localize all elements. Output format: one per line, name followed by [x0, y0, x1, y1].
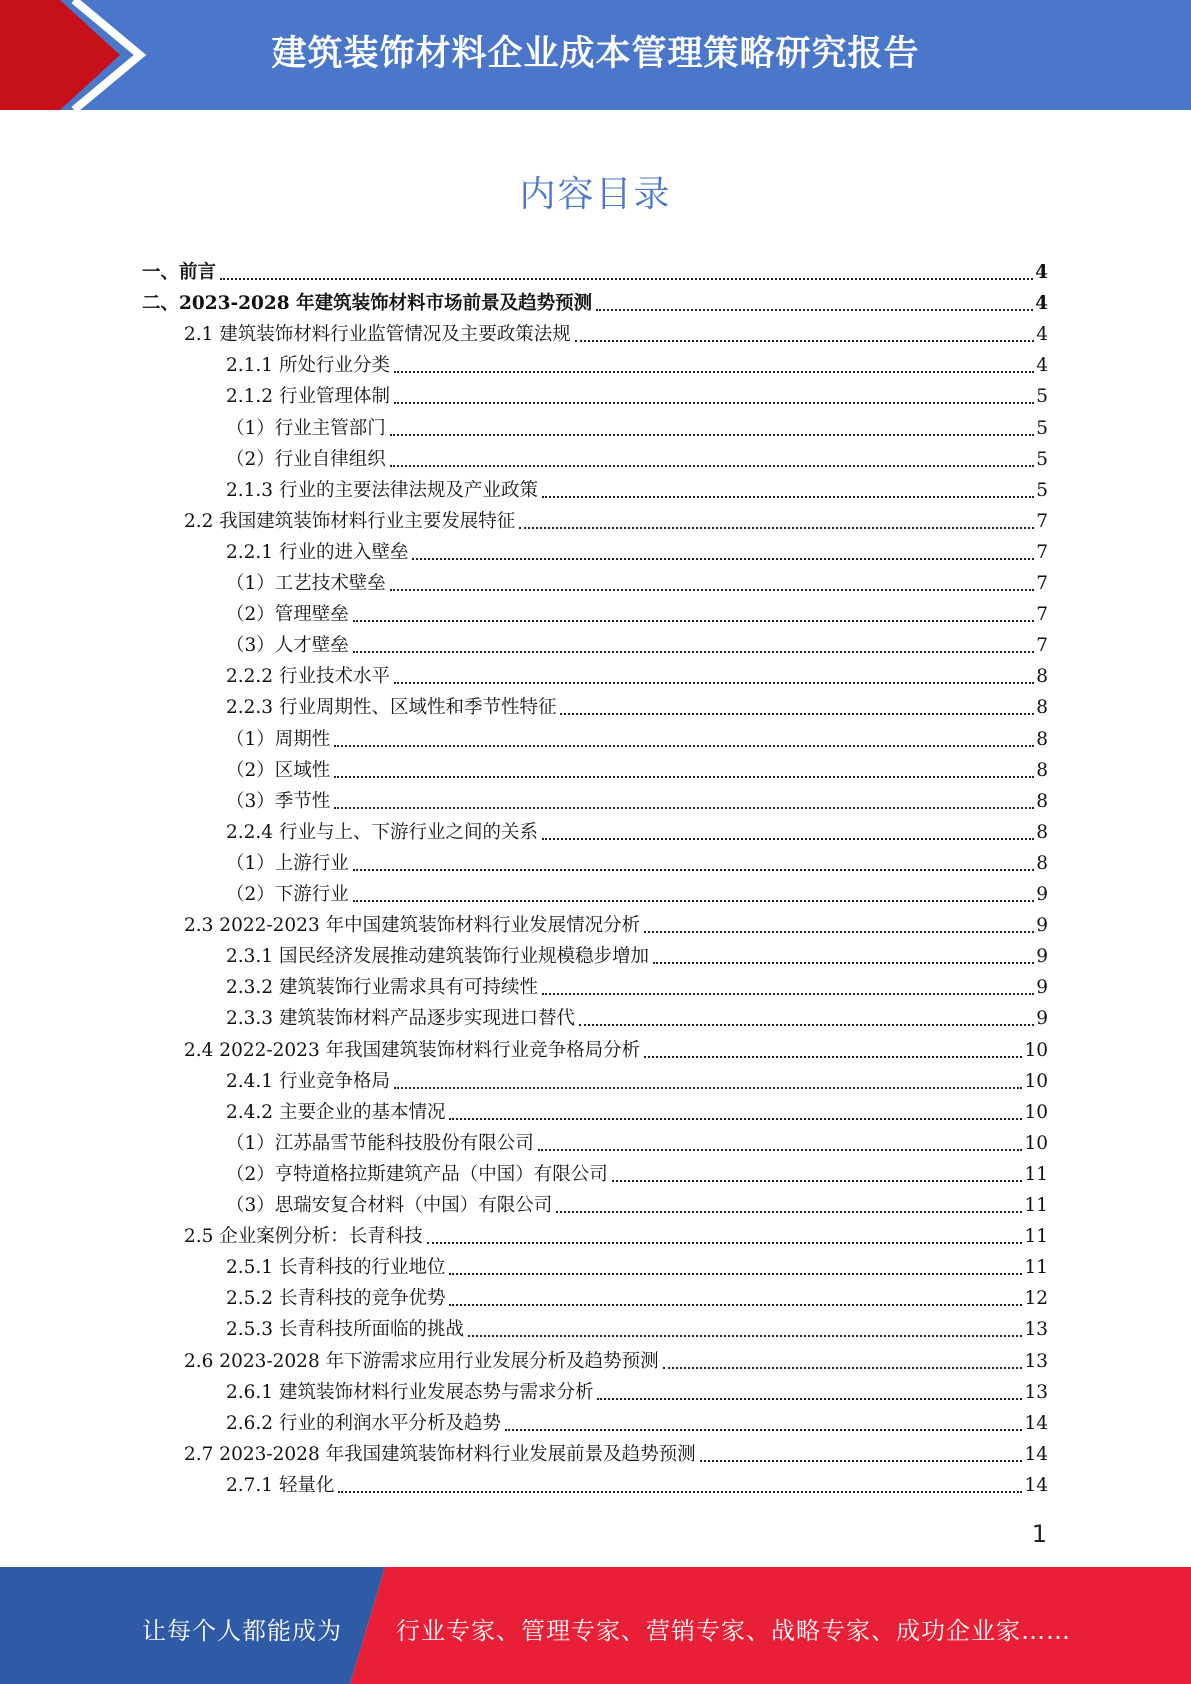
toc-entry-label: 2.6 2023-2028 年下游需求应用行业发展分析及趋势预测	[184, 1350, 659, 1372]
toc-entry-page: 9	[1036, 946, 1048, 968]
toc-entry-label: 2.4.2 主要企业的基本情况	[226, 1101, 446, 1123]
toc-entry-page: 13	[1024, 1319, 1048, 1341]
toc-entry[interactable]	[226, 441, 1048, 472]
page-number: 1	[1031, 1520, 1047, 1548]
toc-entry[interactable]	[226, 1311, 1048, 1342]
toc-dot-leader	[700, 1460, 1023, 1462]
report-title: 建筑装饰材料企业成本管理策略研究报告	[271, 34, 920, 74]
toc-dot-leader	[220, 278, 1033, 280]
toc-entry[interactable]	[226, 1156, 1048, 1187]
toc-entry[interactable]	[226, 596, 1048, 627]
toc-entry-page: 11	[1024, 1226, 1048, 1248]
toc-entry-page: 4	[1036, 355, 1048, 377]
toc-entry-label: 2.1.3 行业的主要法律法规及产业政策	[226, 479, 538, 501]
toc-entry-label: 2.5.1 长青科技的行业地位	[226, 1257, 446, 1279]
toc-entry-label: 2.2 我国建筑装饰材料行业主要发展特征	[184, 510, 516, 532]
toc-entry-page: 9	[1036, 1008, 1048, 1030]
toc-entry[interactable]	[226, 876, 1048, 907]
toc-entry-page: 8	[1036, 728, 1048, 750]
toc-entry-page: 13	[1024, 1350, 1048, 1372]
toc-dot-leader	[575, 340, 1034, 342]
toc-entry[interactable]	[226, 689, 1048, 720]
toc-entry-label: 2.2.1 行业的进入壁垒	[226, 541, 409, 563]
toc-entry-label: （1）周期性	[226, 728, 331, 750]
toc-dot-leader	[394, 371, 1034, 373]
toc-dot-leader	[394, 402, 1034, 404]
toc-entry[interactable]	[226, 1063, 1048, 1094]
page-footer	[0, 1567, 1191, 1684]
page-header	[0, 0, 1191, 110]
toc-dot-leader	[560, 713, 1034, 715]
toc-dot-leader	[390, 434, 1034, 436]
toc-entry[interactable]	[226, 1094, 1048, 1125]
toc-dot-leader	[390, 465, 1034, 467]
toc-dot-leader	[542, 496, 1034, 498]
toc-entry[interactable]	[226, 378, 1048, 409]
toc-entry[interactable]	[226, 721, 1048, 752]
toc-dot-leader	[390, 589, 1034, 591]
toc-entry-label: （3）人才壁垒	[226, 635, 349, 657]
toc-dot-leader	[556, 1211, 1022, 1213]
toc-entry-label: （1）上游行业	[226, 852, 349, 874]
toc-entry-label: 二、2023-2028 年建筑装饰材料市场前景及趋势预测	[142, 293, 593, 315]
toc-entry[interactable]	[142, 254, 1048, 285]
toc-entry[interactable]	[184, 316, 1048, 347]
toc-entry[interactable]	[184, 1343, 1048, 1374]
toc-entry-label: 2.2.4 行业与上、下游行业之间的关系	[226, 821, 538, 843]
toc-entry[interactable]	[226, 1125, 1048, 1156]
toc-entry[interactable]	[184, 503, 1048, 534]
toc-entry-page: 9	[1036, 884, 1048, 905]
toc-entry-page: 10	[1024, 1132, 1048, 1154]
toc-dot-leader	[427, 1242, 1023, 1244]
toc-entry-page: 7	[1036, 510, 1048, 532]
toc-entry[interactable]	[226, 814, 1048, 845]
toc-dot-leader	[653, 962, 1034, 964]
toc-entry-page: 7	[1036, 573, 1048, 594]
toc-entry-page: 8	[1036, 852, 1048, 874]
toc-entry[interactable]	[226, 347, 1048, 378]
toc-entry[interactable]	[226, 627, 1048, 658]
toc-entry-label: （1）江苏晶雪节能科技股份有限公司	[226, 1132, 534, 1154]
toc-entry[interactable]	[184, 1436, 1048, 1467]
toc-entry-label: 2.6.1 建筑装饰材料行业发展态势与需求分析	[226, 1381, 594, 1403]
toc-entry[interactable]	[226, 969, 1048, 1000]
toc-entry-label: 2.1.1 所处行业分类	[226, 355, 390, 377]
toc-entry[interactable]	[226, 658, 1048, 689]
toc-dot-leader	[334, 807, 1034, 809]
toc-entry-label: 2.5 企业案例分析：长青科技	[184, 1226, 423, 1248]
toc-dot-leader	[579, 1024, 1034, 1026]
toc-entry[interactable]	[226, 783, 1048, 814]
toc-entry-page: 7	[1036, 541, 1048, 563]
toc-entry-label: 2.6.2 行业的利润水平分析及趋势	[226, 1412, 501, 1434]
toc-entry-label: 2.3.3 建筑装饰材料产品逐步实现进口替代	[226, 1008, 575, 1030]
toc-entry[interactable]	[226, 845, 1048, 876]
toc-dot-leader	[394, 682, 1034, 684]
footer-slogan-left: 让每个人都能成为	[142, 1617, 342, 1645]
toc-entry[interactable]	[184, 907, 1048, 938]
toc-entry-label: 2.3.2 建筑装饰行业需求具有可持续性	[226, 977, 538, 999]
toc-entry-page: 7	[1036, 635, 1048, 657]
toc-entry-label: （3）思瑞安复合材料（中国）有限公司	[226, 1195, 553, 1216]
toc-entry-page: 9	[1036, 977, 1048, 999]
toc-entry[interactable]	[184, 1218, 1048, 1249]
toc-dot-leader	[597, 1398, 1022, 1400]
toc-entry-label: 2.5.3 长青科技所面临的挑战	[226, 1319, 464, 1341]
toc-dot-leader	[644, 1056, 1022, 1058]
toc-entry-page: 5	[1036, 448, 1048, 470]
toc-dot-leader	[353, 900, 1034, 902]
toc-entry-page: 4	[1035, 293, 1048, 315]
toc-entry[interactable]	[226, 410, 1048, 441]
toc-entry-page: 7	[1036, 604, 1048, 626]
toc-dot-leader	[338, 1491, 1022, 1493]
toc-entry-label: 2.4.1 行业竞争格局	[226, 1070, 390, 1092]
toc-entry-label: 2.2.3 行业周期性、区域性和季节性特征	[226, 697, 557, 719]
toc-entry-page: 4	[1035, 262, 1048, 283]
toc-entry-page: 4	[1036, 324, 1048, 346]
toc-entry-page: 5	[1036, 479, 1048, 501]
toc-entry-label: 2.3 2022-2023 年中国建筑装饰材料行业发展情况分析	[184, 915, 641, 937]
toc-dot-leader	[596, 309, 1033, 311]
toc-entry-page: 14	[1024, 1443, 1048, 1465]
toc-entry-label: 2.1 建筑装饰材料行业监管情况及主要政策法规	[184, 324, 571, 346]
toc-entry-label: 2.1.2 行业管理体制	[226, 386, 390, 408]
toc-dot-leader	[538, 1149, 1023, 1151]
toc-entry-page: 5	[1036, 417, 1048, 439]
toc-entry-label: 2.4 2022-2023 年我国建筑装饰材料行业竞争格局分析	[184, 1039, 641, 1061]
toc-entry-page: 13	[1024, 1381, 1048, 1403]
toc-entry[interactable]	[226, 1187, 1048, 1218]
toc-dot-leader	[468, 1335, 1022, 1337]
toc-dot-leader	[449, 1118, 1022, 1120]
toc-entry-label: （2）区域性	[226, 759, 331, 781]
toc-entry-label: （1）工艺技术壁垒	[226, 573, 386, 594]
toc-entry-label: （3）季节性	[226, 790, 331, 812]
toc-entry[interactable]	[184, 1032, 1048, 1063]
toc-entry-page: 12	[1024, 1288, 1048, 1310]
toc-dot-leader	[334, 776, 1034, 778]
toc-entry-label: （2）亨特道格拉斯建筑产品（中国）有限公司	[226, 1163, 608, 1185]
toc-entry-page: 11	[1024, 1195, 1048, 1216]
toc-dot-leader	[449, 1273, 1022, 1275]
toc-entry-page: 8	[1036, 790, 1048, 812]
toc-entry[interactable]	[226, 1000, 1048, 1031]
toc-entry-page: 14	[1024, 1474, 1048, 1496]
toc-entry[interactable]	[142, 285, 1048, 316]
toc-entry-label: 2.5.2 长青科技的竞争优势	[226, 1288, 446, 1310]
toc-entry[interactable]	[226, 472, 1048, 503]
toc-entry-page: 5	[1036, 386, 1048, 408]
toc-entry[interactable]	[226, 938, 1048, 969]
toc-entry-page: 8	[1036, 666, 1048, 688]
toc-entry-label: 2.3.1 国民经济发展推动建筑装饰行业规模稳步增加	[226, 946, 649, 968]
toc-dot-leader	[412, 558, 1034, 560]
toc-dot-leader	[505, 1429, 1022, 1431]
toc-dot-leader	[449, 1304, 1022, 1306]
toc-entry[interactable]	[226, 1374, 1048, 1405]
toc-dot-leader	[542, 838, 1034, 840]
toc-dot-leader	[353, 869, 1034, 871]
toc-entry-label: 2.2.2 行业技术水平	[226, 666, 390, 688]
toc-entry-label: 2.7 2023-2028 年我国建筑装饰材料行业发展前景及趋势预测	[184, 1443, 696, 1465]
toc-entry-page: 8	[1036, 821, 1048, 843]
toc-entry[interactable]	[226, 1467, 1048, 1498]
toc-dot-leader	[663, 1367, 1023, 1369]
toc-entry[interactable]	[226, 1249, 1048, 1280]
toc-dot-leader	[612, 1180, 1023, 1182]
toc-dot-leader	[353, 651, 1034, 653]
toc-entry[interactable]	[226, 752, 1048, 783]
toc-dot-leader	[542, 993, 1034, 995]
toc-dot-leader	[519, 527, 1034, 529]
toc-entry-page: 10	[1024, 1101, 1048, 1123]
toc-entry[interactable]	[226, 534, 1048, 565]
toc-entry-label: （1）行业主管部门	[226, 417, 386, 439]
toc-entry[interactable]	[226, 565, 1048, 596]
toc-dot-leader	[334, 745, 1034, 747]
toc-entry-page: 8	[1036, 759, 1048, 781]
toc-dot-leader	[394, 1087, 1022, 1089]
toc-heading: 内容目录	[519, 174, 672, 215]
toc-entry-label: （2）行业自律组织	[226, 448, 386, 470]
toc-entry-page: 11	[1024, 1257, 1048, 1279]
toc-entry-page: 14	[1024, 1412, 1048, 1434]
toc-dot-leader	[353, 620, 1034, 622]
toc-entry-page: 9	[1036, 915, 1048, 937]
toc-entry-page: 10	[1024, 1039, 1048, 1061]
toc-entry-label: （2）管理壁垒	[226, 604, 349, 626]
toc-entry[interactable]	[226, 1280, 1048, 1311]
toc-entry-label: 2.7.1 轻量化	[226, 1474, 335, 1496]
toc-dot-leader	[644, 931, 1034, 933]
toc-entry-page: 10	[1024, 1070, 1048, 1092]
toc-entry-label: 一、前言	[142, 262, 217, 283]
toc-entry[interactable]	[226, 1405, 1048, 1436]
toc-entry-page: 8	[1036, 697, 1048, 719]
toc-entry-label: （2）下游行业	[226, 884, 349, 905]
footer-slogan-right: 行业专家、管理专家、营销专家、战略专家、成功企业家……	[396, 1617, 1071, 1645]
toc-entry-page: 11	[1024, 1163, 1048, 1185]
